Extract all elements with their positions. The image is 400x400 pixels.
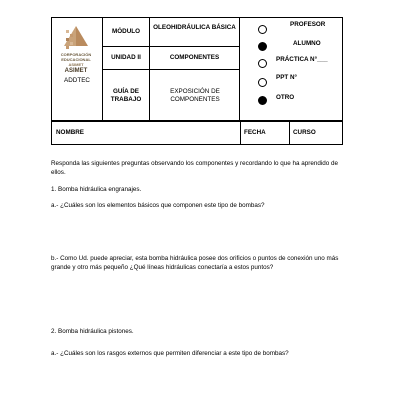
guia-label: GUÍA DE TRABAJO: [110, 88, 142, 103]
unidad-value: COMPONENTES: [169, 54, 220, 61]
option-label-practica: PRÁCTICA N°___: [276, 56, 328, 63]
logo-brand: ASIMET: [64, 68, 88, 74]
nombre-label: NOMBRE: [56, 129, 84, 136]
radio-practica[interactable]: [258, 59, 267, 68]
fecha-label: FECHA: [244, 129, 266, 136]
divider: [289, 120, 290, 144]
divider: [102, 46, 240, 47]
logo-org-line: CORPORACIÓN: [60, 52, 92, 57]
option-label-alumno: ALUMNO: [293, 40, 321, 47]
question-1b: b.- Como Ud. puede apreciar, esta bomba hidráulica posee dos orificios o puntos de conexión uno más grande y otro más pequeño ¿Qué líneas hidráulicas conectaría a estos puntos?: [51, 255, 339, 271]
divider: [102, 69, 240, 70]
logo-caption: ADDTEC: [64, 77, 90, 84]
question-item-2: 2. Bomba hidráulica pistones.: [51, 328, 134, 335]
logo-org-line: ASIMET: [68, 62, 84, 67]
option-label-profesor: PROFESOR: [290, 21, 326, 28]
instructions-text: Responda las siguientes preguntas observando los componentes y recordando lo que ha aprendido de ellos.: [51, 160, 339, 176]
modulo-label: MÓDULO: [112, 28, 140, 35]
header-table: [51, 17, 343, 145]
option-label-ppt: PPT N°: [276, 74, 298, 81]
divider: [240, 120, 241, 144]
radio-alumno[interactable]: [258, 42, 267, 51]
curso-label: CURSO: [293, 129, 316, 136]
question-1a: a.- ¿Cuáles son los elementos básicos que componen este tipo de bombas?: [51, 202, 265, 209]
radio-profesor[interactable]: [258, 25, 267, 34]
radio-ppt[interactable]: [258, 78, 267, 87]
question-2a: a.- ¿Cuáles son los rasgos externos que permiten diferenciar a este tipo de bombas?: [51, 350, 289, 357]
option-label-otro: OTRO: [276, 94, 295, 101]
radio-otro[interactable]: [258, 96, 267, 105]
divider: [52, 120, 342, 122]
unidad-label: UNIDAD II: [111, 54, 141, 61]
question-item-1: 1. Bomba hidráulica engranajes.: [51, 186, 142, 193]
guia-value: EXPOSICIÓN DE COMPONENTES: [170, 88, 220, 103]
modulo-value: OLEOHIDRÁULICA BÁSICA: [153, 24, 236, 31]
logo-org-line: EDUCACIONAL: [61, 57, 91, 62]
